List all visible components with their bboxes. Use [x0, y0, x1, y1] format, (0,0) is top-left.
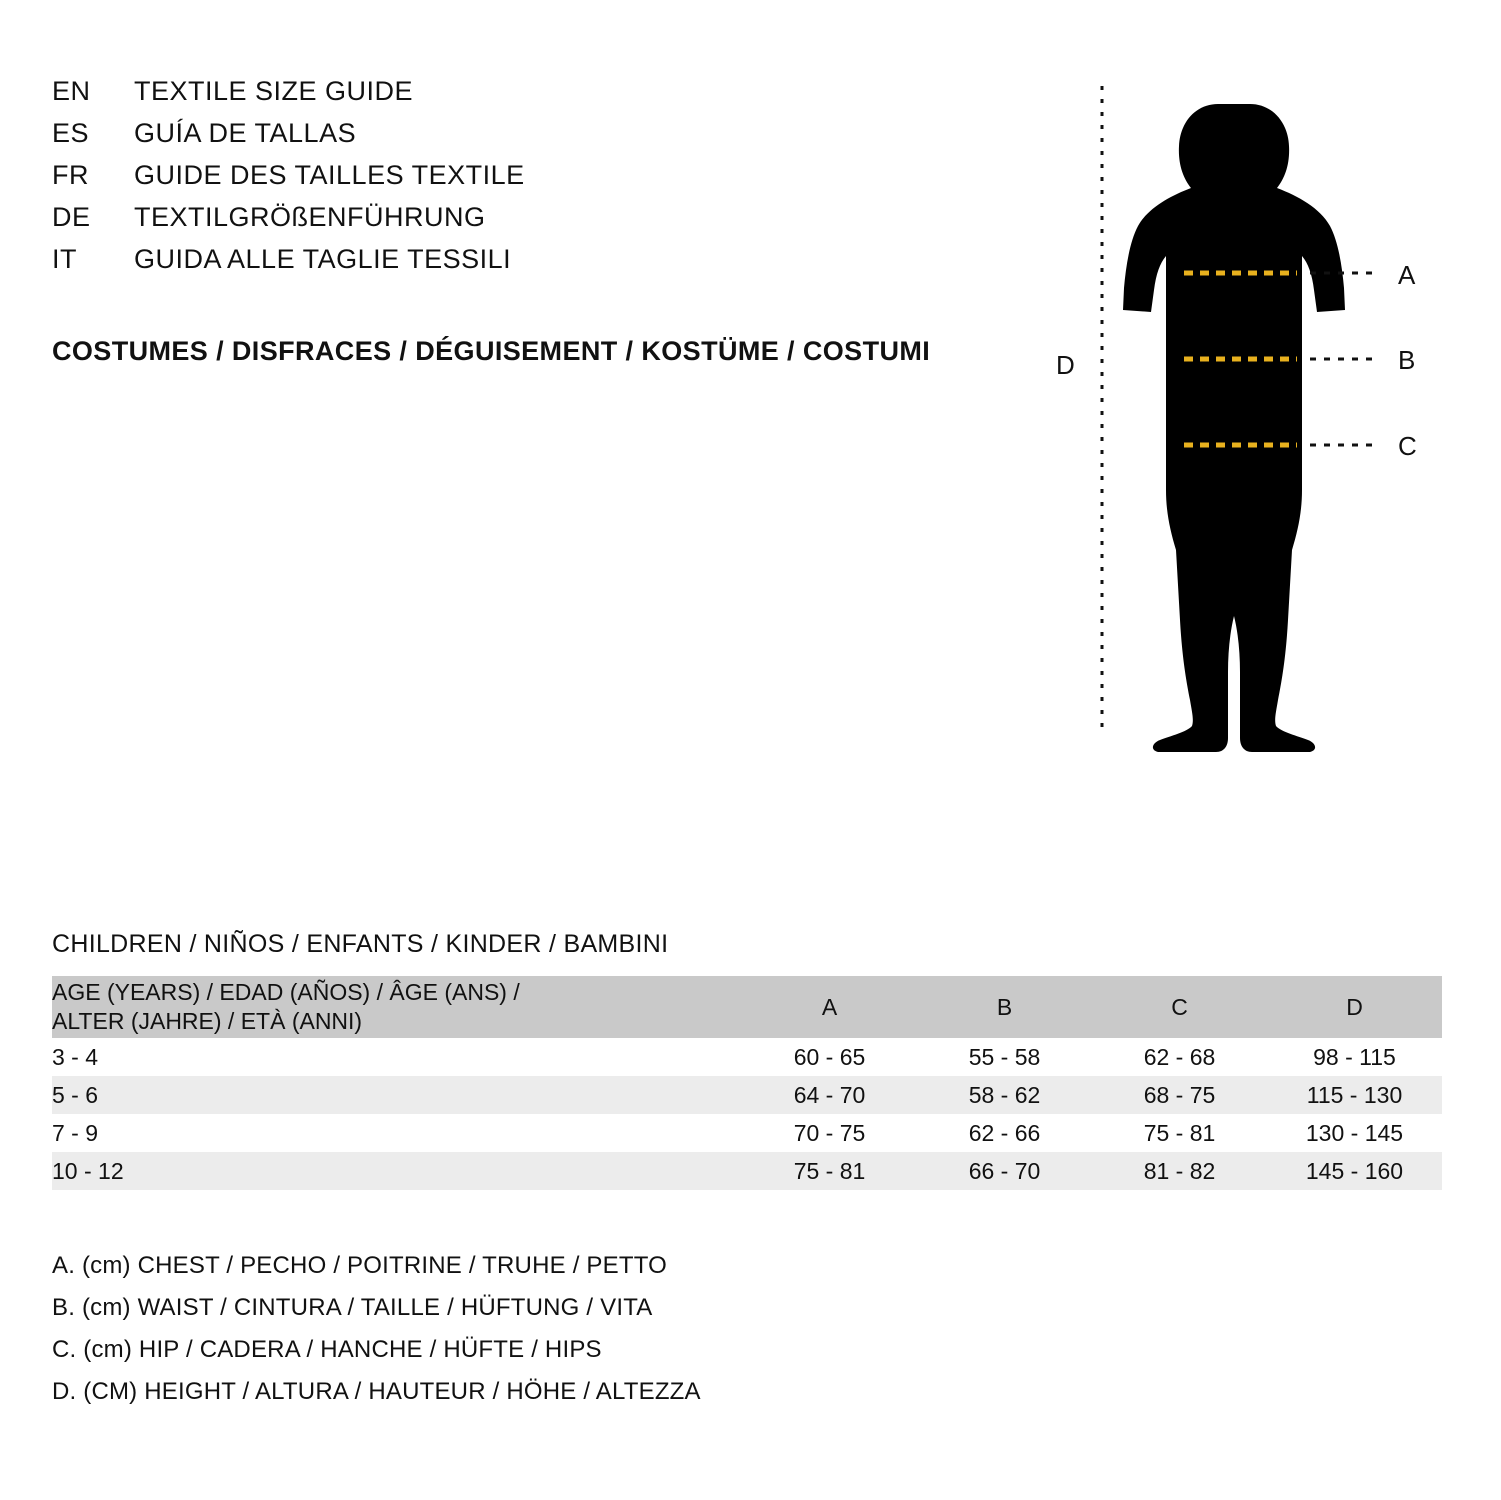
legend-item-chest: A. (cm) CHEST / PECHO / POITRINE / TRUHE / PETTO — [52, 1252, 668, 1279]
language-list — [52, 76, 692, 286]
figure-label-b: B — [1398, 345, 1416, 375]
cell-age: 5 - 6 — [52, 1081, 99, 1108]
header-age-label — [52, 976, 742, 1038]
header-age-line1: AGE (YEARS) / EDAD (AÑOS) / ÂGE (ANS) / — [52, 979, 520, 1006]
header-col-a: A — [821, 993, 838, 1020]
language-row — [52, 202, 692, 244]
language-code: DE — [52, 202, 91, 232]
header-age-line2: ALTER (JAHRE) / ETÀ (ANNI) — [52, 1008, 363, 1034]
table-row — [52, 1076, 1442, 1114]
cell-chest: 60 - 65 — [793, 1043, 866, 1070]
legend-item-waist: B. (cm) WAIST / CINTURA / TAILLE / HÜFTUNG / VITA — [52, 1294, 653, 1321]
cell-waist: 55 - 58 — [968, 1043, 1041, 1070]
table-row — [52, 1114, 1442, 1152]
legend-item-height: D. (CM) HEIGHT / ALTURA / HAUTEUR / HÖHE / ALTEZZA — [52, 1378, 701, 1405]
language-text: TEXTILGRÖßENFÜHRUNG — [134, 202, 486, 232]
costumes-subtitle: COSTUMES / DISFRACES / DÉGUISEMENT / KOSTÜME / COSTUMI — [52, 336, 931, 366]
cell-chest: 70 - 75 — [793, 1119, 866, 1146]
size-table — [52, 976, 1442, 1190]
header-col-b: B — [996, 993, 1013, 1020]
measurement-figure — [1020, 60, 1460, 760]
cell-hip: 68 - 75 — [1143, 1081, 1216, 1108]
language-text: GUIDE DES TAILLES TEXTILE — [134, 160, 525, 190]
cell-hip: 62 - 68 — [1143, 1043, 1216, 1070]
language-row — [52, 160, 692, 202]
cell-age: 10 - 12 — [52, 1157, 124, 1184]
cell-height: 145 - 160 — [1305, 1157, 1404, 1184]
language-code: IT — [52, 244, 77, 274]
cell-waist: 62 - 66 — [968, 1119, 1041, 1146]
cell-waist: 58 - 62 — [968, 1081, 1041, 1108]
figure-label-d: D — [1056, 350, 1075, 380]
table-row — [52, 1038, 1442, 1076]
cell-age: 3 - 4 — [52, 1043, 99, 1070]
table-header-row — [52, 976, 1442, 1038]
size-table-section — [52, 930, 1452, 1190]
language-row — [52, 76, 692, 118]
cell-chest: 75 - 81 — [793, 1157, 866, 1184]
cell-hip: 81 - 82 — [1143, 1157, 1216, 1184]
language-code: ES — [52, 118, 90, 148]
language-row — [52, 244, 692, 286]
cell-height: 115 - 130 — [1306, 1081, 1403, 1108]
language-text: TEXTILE SIZE GUIDE — [134, 76, 414, 106]
table-row — [52, 1152, 1442, 1190]
child-silhouette-icon — [1020, 60, 1460, 760]
figure-label-a: A — [1398, 260, 1416, 290]
language-code: EN — [52, 76, 91, 106]
cell-height: 98 - 115 — [1313, 1043, 1396, 1070]
cell-chest: 64 - 70 — [793, 1081, 866, 1108]
table-title: CHILDREN / NIÑOS / ENFANTS / KINDER / BAMBINI — [52, 930, 669, 958]
cell-hip: 75 - 81 — [1143, 1119, 1216, 1146]
header-col-c: C — [1171, 993, 1188, 1020]
language-text: GUÍA DE TALLAS — [134, 118, 357, 148]
language-code: FR — [52, 160, 89, 190]
language-row — [52, 118, 692, 160]
measurement-legend — [52, 1245, 701, 1413]
cell-height: 130 - 145 — [1305, 1119, 1404, 1146]
legend-item-hip: C. (cm) HIP / CADERA / HANCHE / HÜFTE / HIPS — [52, 1336, 602, 1363]
cell-waist: 66 - 70 — [968, 1157, 1041, 1184]
header-col-d: D — [1346, 993, 1363, 1020]
figure-label-c: C — [1398, 431, 1417, 461]
cell-age: 7 - 9 — [52, 1119, 99, 1146]
language-text: GUIDA ALLE TAGLIE TESSILI — [134, 244, 512, 274]
